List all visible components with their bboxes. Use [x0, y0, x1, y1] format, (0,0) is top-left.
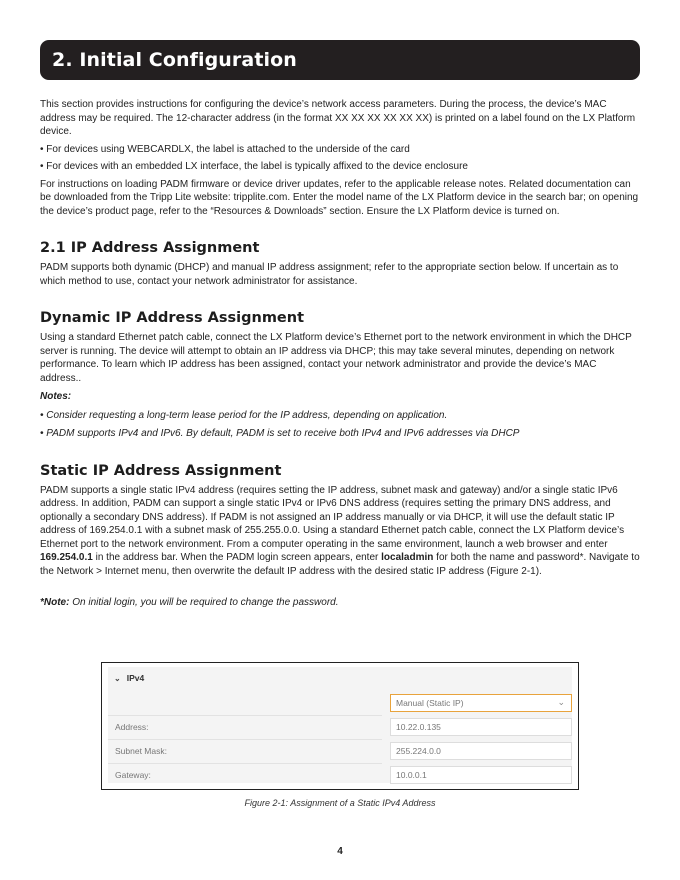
- ipv4-label: IPv4: [126, 673, 145, 683]
- figure-caption: Figure 2-1: Assignment of a Static IPv4 Address: [244, 798, 436, 808]
- section-title: 2. Initial Configuration: [52, 49, 297, 71]
- page-content: [40, 40, 640, 610]
- mode-row: [108, 691, 572, 715]
- localadmin-bold: localadmin: [381, 552, 434, 563]
- chevron-down-icon: ⌄: [114, 673, 121, 683]
- static-paragraph: [40, 484, 640, 579]
- gateway-row: [108, 763, 572, 787]
- figure-ipv4-screenshot: [101, 662, 579, 790]
- select-chevron-icon: ⌄: [557, 697, 565, 707]
- firmware-paragraph: For instructions on loading PADM firmware or device driver updates, refer to the applicable release notes. Related documentation can be downloaded from the Tripp Lite website: tripplite.com. Enter the model name of the LX Platform device in the search bar; on opening the device’s product page, refer to the “Resources & Downloads” section. Ensure the LX Platform device is turned on.: [40, 178, 639, 217]
- section-title-bar: [40, 40, 640, 80]
- note-label: *Note:: [40, 597, 70, 608]
- address-label: Address:: [115, 722, 149, 732]
- page-number: 4: [337, 846, 343, 857]
- note-text: On initial login, you will be required to change the password.: [69, 597, 339, 608]
- static-text-3: for both the name and password*. Navigate to the Network > Internet menu, then overwrite the default IP address with the desired static IP address (Figure 2-1).: [40, 552, 640, 577]
- default-ip-bold: 169.254.0.1: [40, 552, 93, 563]
- subnet-row: [108, 739, 572, 763]
- static-heading: Static IP Address Assignment: [40, 462, 282, 479]
- subnet-mask-label: Subnet Mask:: [115, 746, 167, 756]
- ip-paragraph: PADM supports both dynamic (DHCP) and manual IP address assignment; refer to the appropriate section below. If uncertain as to which method to use, contact your network administrator for assistance.: [40, 262, 619, 287]
- note-ipv6: • PADM supports IPv4 and IPv6. By default, PADM is set to receive both IPv4 and IPv6 addresses via DHCP: [40, 428, 520, 439]
- static-text-2: in the address bar. When the PADM login screen appears, enter: [92, 552, 382, 563]
- mode-select-value: Manual (Static IP): [396, 698, 464, 708]
- notes-label: Notes:: [40, 391, 72, 402]
- intro-paragraph: This section provides instructions for configuring the device’s network access parameters. During the process, the device’s MAC address may be required. The 12-character address (in the format XX XX XX XX XX XX) is printed on a label found on the LX Platform device.: [40, 99, 636, 137]
- dynamic-paragraph: Using a standard Ethernet patch cable, connect the LX Platform device’s Ethernet port to the network environment in which the DHCP server is running. The device will attempt to obtain an IP address via DHCP; this may take several minutes, depending on network performance. To learn which IP address has been assigned, contact your network administrator and provide the device’s MAC address..: [40, 332, 632, 384]
- gateway-label: Gateway:: [115, 770, 151, 780]
- bullet-webcard: • For devices using WEBCARDLX, the label is attached to the underside of the card: [40, 143, 410, 155]
- password-note: [40, 596, 640, 610]
- gateway-input[interactable]: 10.0.0.1: [390, 766, 572, 784]
- static-text-1: PADM supports a single static IPv4 address (requires setting the IP address, subnet mask and gateway) and/or a single static IPv6 address. In addition, PADM can support a single static IPv4 or IPv6 DNS address (requires setting the primary DNS address, and optionally a secondary DNS address). If PADM is not assigned an IP address manually or via DHCP, it will use the default static IP address of 169.254.0.1 with a subnet mask of 255.255.0.0. Using a standard Ethernet patch cable, connect the LX Platform device’s Ethernet port to the network environment. From a computer operating in the same environment, launch a web browser and enter: [40, 484, 625, 550]
- mode-select[interactable]: [390, 694, 572, 712]
- bullet-embedded: • For devices with an embedded LX interface, the label is typically affixed to the device enclosure: [40, 161, 468, 172]
- ipv4-header[interactable]: [108, 667, 572, 689]
- note-lease: • Consider requesting a long-term lease period for the IP address, depending on application.: [40, 409, 448, 421]
- address-input[interactable]: 10.22.0.135: [390, 718, 572, 736]
- ip-heading: 2.1 IP Address Assignment: [40, 240, 260, 256]
- subnet-mask-input[interactable]: 255.224.0.0: [390, 742, 572, 760]
- address-row: [108, 715, 572, 739]
- ipv4-panel: [108, 667, 572, 783]
- dynamic-heading: Dynamic IP Address Assignment: [40, 310, 305, 326]
